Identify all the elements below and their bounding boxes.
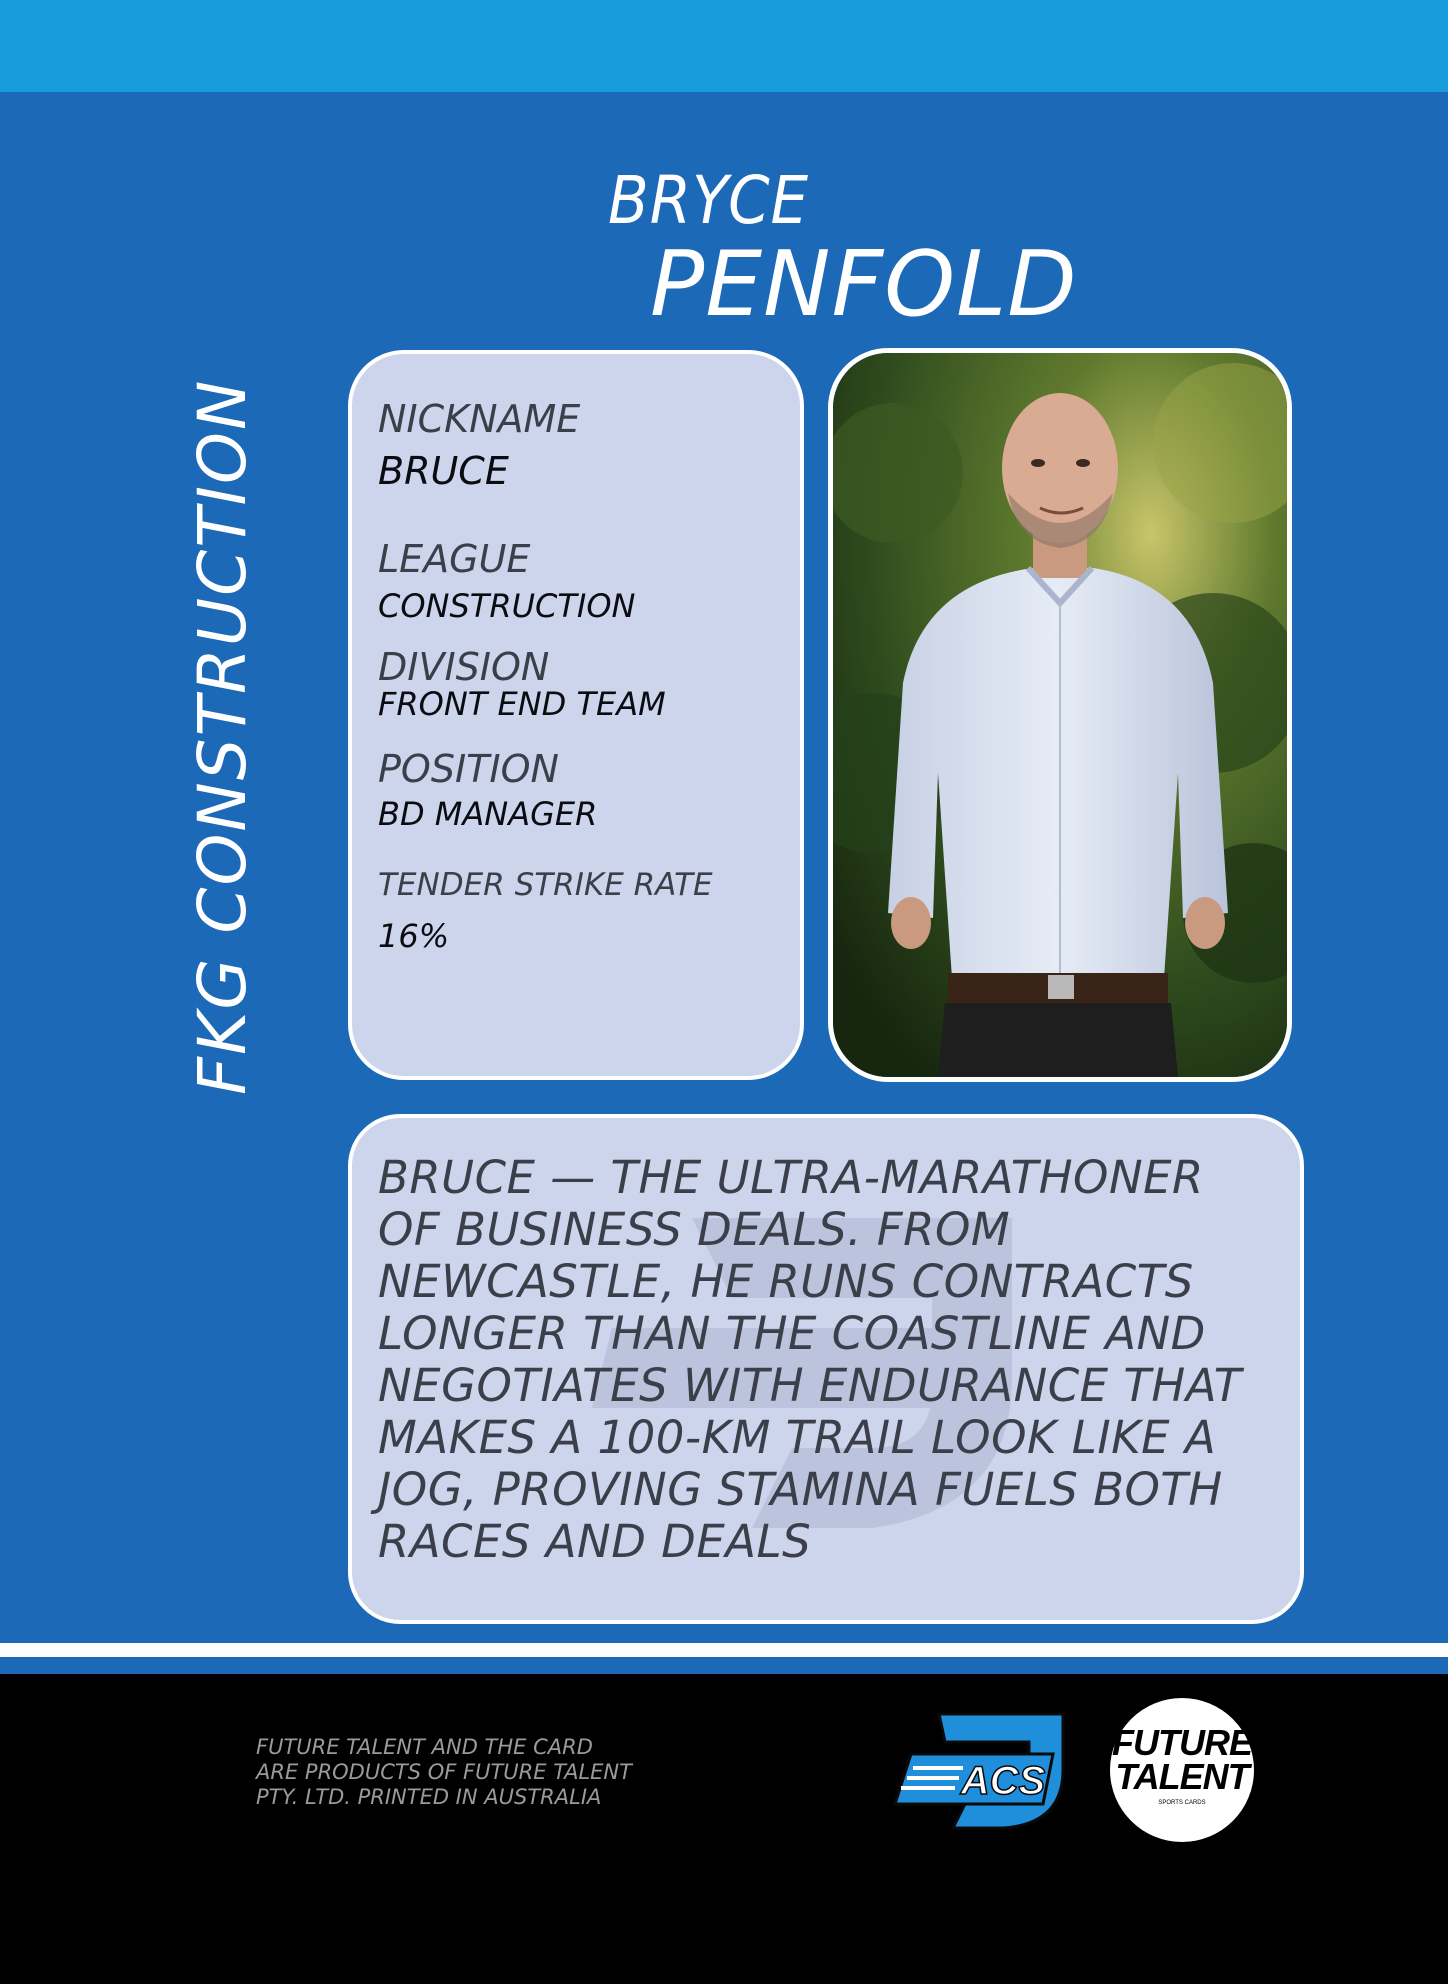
- future-talent-logo-icon: [1110, 1698, 1254, 1842]
- footer-disclaimer: FUTURE TALENT AND THE CARD ARE PRODUCTS OF FUTURE TALENT PTY. LTD. PRINTED IN AUSTRALIA: [256, 1735, 632, 1809]
- stats-panel: [348, 350, 804, 1080]
- player-first-name: BRYCE: [608, 162, 810, 239]
- bio-panel: [348, 1114, 1304, 1624]
- stat-label-nickname: NICKNAME: [378, 397, 581, 441]
- stat-label-tender-strike-rate: TENDER STRIKE RATE: [378, 867, 713, 903]
- acs-logo-icon: [893, 1712, 1065, 1830]
- future-talent-logo-text: FUTURE TALENT: [1112, 1722, 1252, 1797]
- stat-value-nickname: BRUCE: [378, 449, 509, 493]
- stat-value-league: CONSTRUCTION: [378, 587, 636, 625]
- stat-label-league: LEAGUE: [378, 537, 531, 581]
- stat-value-tender-strike-rate: 16%: [378, 917, 450, 955]
- team-name-vertical: FKG CONSTRUCTION: [184, 378, 261, 1095]
- player-last-name: PENFOLD: [650, 232, 1078, 337]
- stat-label-position: POSITION: [378, 747, 559, 791]
- player-photo-illustration: [833, 353, 1287, 1077]
- top-accent-bar: [0, 0, 1448, 92]
- player-photo: [828, 348, 1292, 1082]
- stat-label-division: DIVISION: [378, 645, 550, 689]
- stat-value-division: FRONT END TEAM: [378, 685, 666, 723]
- stat-value-position: BD MANAGER: [378, 795, 598, 833]
- future-talent-logo-subtext: SPORTS CARDS: [1158, 1800, 1206, 1806]
- footer-divider-stripe: [0, 1643, 1448, 1657]
- bio-text: BRUCE — THE ULTRA-MARATHONER OF BUSINESS DEALS. FROM NEWCASTLE, HE RUNS CONTRACTS LONGER THAN THE COASTLINE AND NEGOTIATES WITH ENDURANCE THAT MAKES A 100-KM TRAIL LOOK LIKE A JOG, PROVING STAMINA FUELS BOTH RACES AND DEALS: [378, 1151, 1242, 1568]
- acs-logo-text: ACS: [960, 1759, 1046, 1803]
